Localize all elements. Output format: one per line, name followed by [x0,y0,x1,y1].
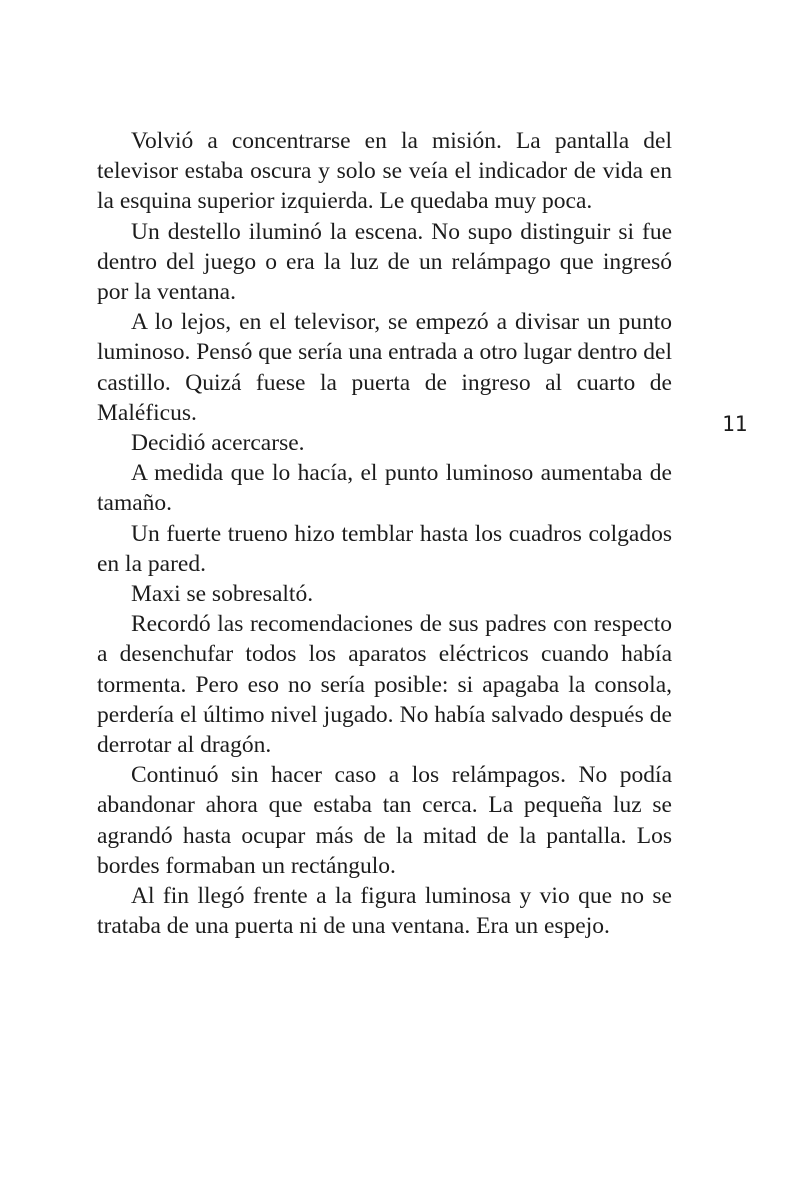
paragraph: Un destello iluminó la escena. No supo distinguir si fue dentro del juego o era la luz de un relámpago que ingresó por la ventana. [97,218,672,306]
paragraph: Recordó las recomendaciones de sus padres con respecto a desenchufar todos los aparatos eléctricos cuando había tormenta. Pero eso no sería posible: si apagaba la consola, perdería el último nivel jugado. No había salvado después de derrotar al dragón. [97,611,672,759]
page-number: 11 [722,412,748,436]
paragraph: Volvió a concentrarse en la misión. La pantalla del televisor estaba oscura y solo se veía el indicador de vida en la esquina superior izquierda. Le quedaba muy poca. [97,128,672,215]
paragraph: Al fin llegó frente a la figura luminosa y vio que no se trataba de una puerta ni de una ventana. Era un espejo. [97,883,672,940]
paragraph: Decidió acercarse. [131,430,305,457]
paragraph: A medida que lo hacía, el punto luminoso aumentaba de tamaño. [97,460,672,517]
paragraph: A lo lejos, en el televisor, se empezó a divisar un punto luminoso. Pensó que sería una entrada a otro lugar dentro del castillo. Quizá fuese la puerta de ingreso al cuarto de Maléficus. [97,309,672,426]
paragraph: Continuó sin hacer caso a los relámpagos. No podía abandonar ahora que estaba tan cerca. La pequeña luz se agrandó hasta ocupar más de la mitad de la pantalla. Los bordes formaban un rectángulo. [97,762,672,879]
body-text [97,126,672,941]
paragraph: Maxi se sobresaltó. [131,581,314,608]
paragraph: Un fuerte trueno hizo temblar hasta los cuadros colgados en la pared. [97,520,672,577]
